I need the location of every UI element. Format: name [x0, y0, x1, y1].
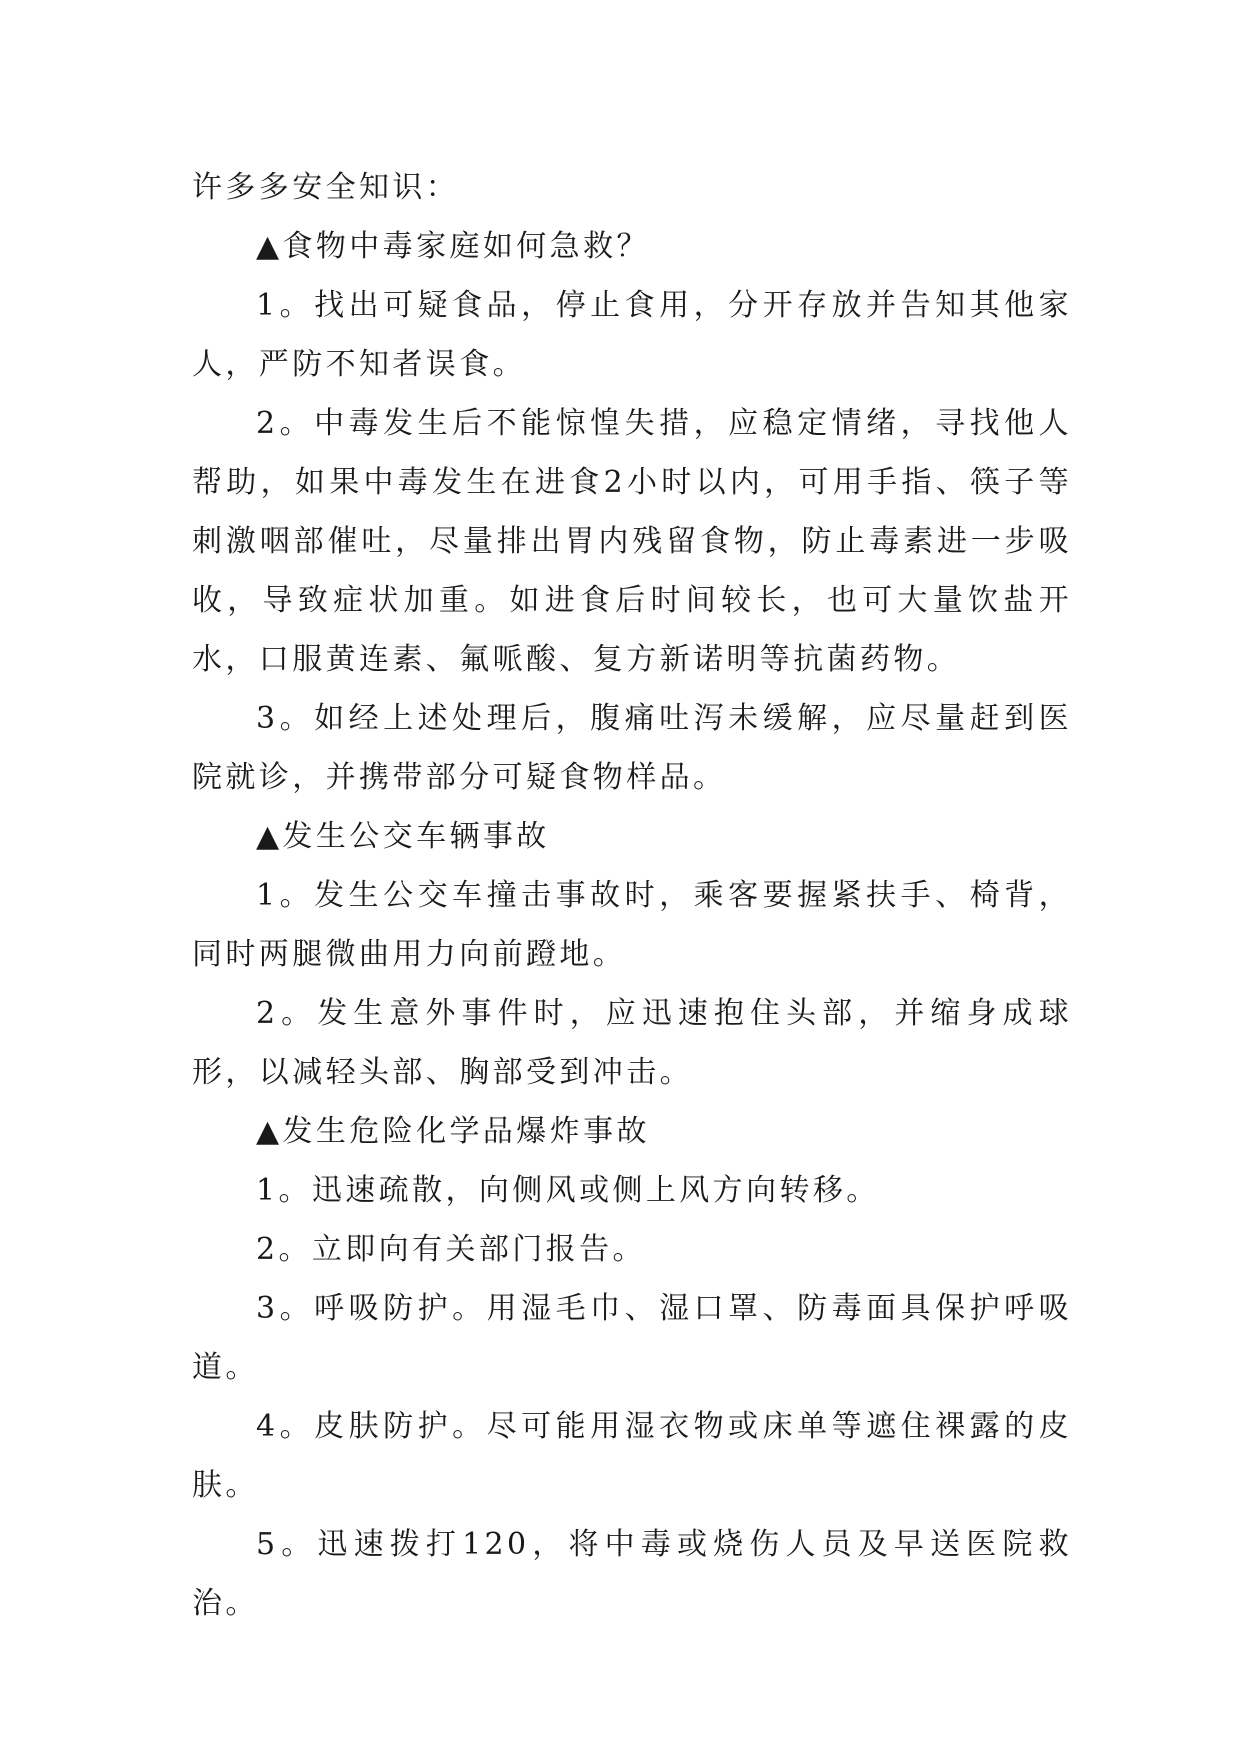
paragraph: 4。皮肤防护。尽可能用湿衣物或床单等遮住裸露的皮肤。: [192, 1409, 1072, 1503]
paragraph: 5。迅速拨打120，将中毒或烧伤人员及早送医院救治。: [192, 1527, 1072, 1621]
section-heading-food-poisoning: ▲食物中毒家庭如何急救？: [256, 229, 650, 264]
paragraph: 1。发生公交车撞击事故时，乘客要握紧扶手、椅背，同时两腿微曲用力向前蹬地。: [192, 878, 1072, 972]
paragraph: 3。呼吸防护。用湿毛巾、湿口罩、防毒面具保护呼吸道。: [192, 1291, 1072, 1385]
paragraph: 3。如经上述处理后，腹痛吐泻未缓解，应尽量赶到医院就诊，并携带部分可疑食物样品。: [192, 701, 1072, 795]
paragraph: 1。找出可疑食品，停止食用，分开存放并告知其他家人，严防不知者误食。: [192, 288, 1072, 382]
paragraph-intro: 许多多安全知识：: [192, 170, 460, 205]
section-heading-bus-accident: ▲发生公交车辆事故: [256, 819, 550, 854]
section-heading-chemical-explosion: ▲发生危险化学品爆炸事故: [256, 1114, 650, 1149]
paragraph: 2。发生意外事件时，应迅速抱住头部，并缩身成球形，以减轻头部、胸部受到冲击。: [192, 996, 1072, 1090]
document-body: [192, 158, 1072, 1633]
paragraph: 2。中毒发生后不能惊惶失措，应稳定情绪，寻找他人帮助，如果中毒发生在进食2小时以内，可用手指、筷子等刺激咽部催吐，尽量排出胃内残留食物，防止毒素进一步吸收，导致症状加重。如进食后时间较长，也可大量饮盐开水，口服黄连素、氟哌酸、复方新诺明等抗菌药物。: [192, 406, 1072, 677]
paragraph: 1。迅速疏散，向侧风或侧上风方向转移。: [256, 1173, 880, 1208]
paragraph: 2。立即向有关部门报告。: [256, 1232, 646, 1267]
